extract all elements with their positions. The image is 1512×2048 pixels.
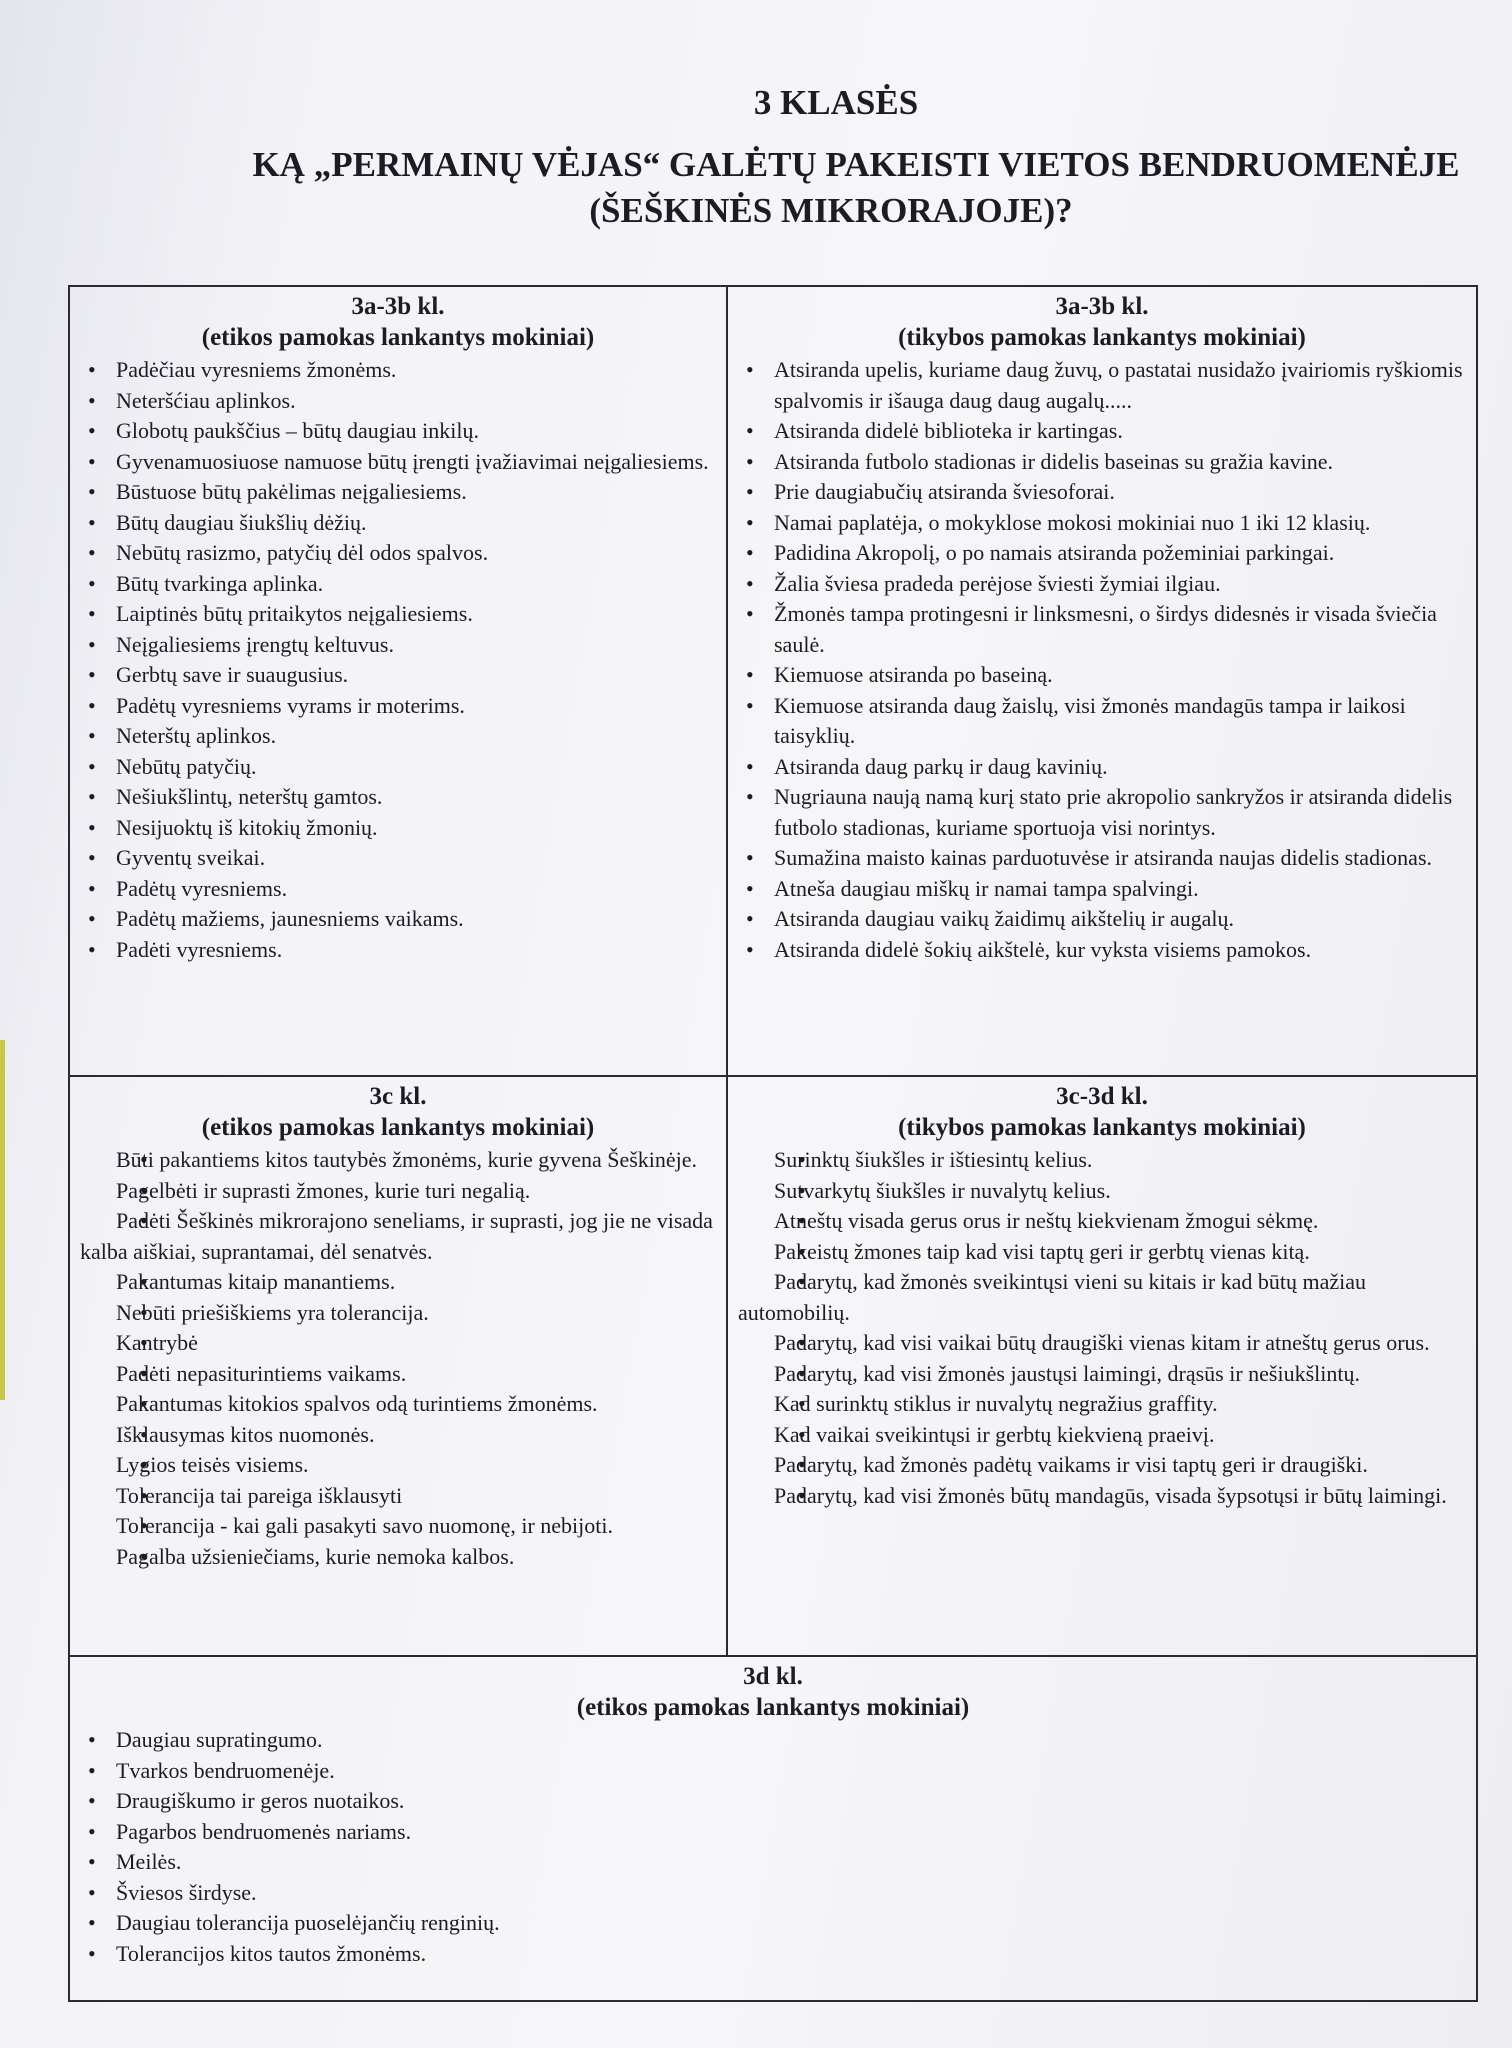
list-item: • Atsiranda futbolo stadionas ir didelis baseinas su gražia kavine.	[738, 447, 1466, 478]
list-item: • Gerbtų save ir suaugusius.	[80, 660, 716, 691]
list-item: • Sutvarkytų šiukšles ir nuvalytų kelius.	[738, 1176, 1466, 1207]
list-item: • Būstuose būtų pakėlimas neįgaliesiems.	[80, 477, 716, 508]
section-subtitle: (etikos pamokas lankantys mokiniai)	[201, 1114, 595, 1141]
section-class: 3c kl.	[369, 1083, 427, 1110]
section-3c-3d-religion	[728, 1077, 1476, 1655]
list-item: • Žalia šviesa pradeda perėjose šviesti žymiai ilgiau.	[738, 569, 1466, 600]
list-item: • Neįgaliesiems įrengtų keltuvus.	[80, 630, 716, 661]
list-item: • Pakantumas kitaip manantiems.	[80, 1267, 716, 1298]
list-item: • Neterštų aplinkos.	[80, 721, 716, 752]
list-item: • Būti pakantiems kitos tautybės žmonėms, kurie gyvena Šeškinėje.	[80, 1145, 716, 1176]
list-item: • Draugiškumo ir geros nuotaikos.	[80, 1786, 1466, 1817]
list-item: • Namai paplatėja, o mokyklose mokosi mokiniai nuo 1 iki 12 klasių.	[738, 508, 1466, 539]
list-item: • Nugriauna naują namą kurį stato prie akropolio sankryžos ir atsiranda didelis futbolo stadionas, kuriame sportuoja visi norintys.	[738, 782, 1466, 843]
page-question: KĄ „PERMAINŲ VĖJAS“ GALĖTŲ PAKEISTI VIETOS BENDRUOMENĖJE	[252, 145, 1460, 184]
list-item: • Gyvenamuosiuose namuose būtų įrengti įvažiavimai neįgaliesiems.	[80, 447, 716, 478]
list-item: • Padėtų mažiems, jaunesniems vaikams.	[80, 904, 716, 935]
list-item: • Tolerancija - kai gali pasakyti savo nuomonę, ir nebijoti.	[80, 1511, 716, 1542]
list-item: • Pagelbėti ir suprasti žmones, kurie turi negalią.	[80, 1176, 716, 1207]
list-item: • Atsiranda daug parkų ir daug kavinių.	[738, 752, 1466, 783]
section-3a-3b-ethics	[70, 287, 728, 1075]
section-subtitle: (etikos pamokas lankantys mokiniai)	[576, 1694, 970, 1721]
list-item: • Tolerancija tai pareiga išklausyti	[80, 1481, 716, 1512]
list-item: • Padėtų vyresniems vyrams ir moterims.	[80, 691, 716, 722]
list-item: • Atsiranda didelė šokių aikštelė, kur vyksta visiems pamokos.	[738, 935, 1466, 966]
list-item: • Meilės.	[80, 1847, 1466, 1878]
list-item: • Surinktų šiukšles ir ištiesintų kelius.	[738, 1145, 1466, 1176]
section-class: 3d kl.	[743, 1663, 803, 1690]
list-item: • Nebūti priešiškiems yra tolerancija.	[80, 1298, 716, 1329]
list-item: • Atsiranda daugiau vaikų žaidimų aikštelių ir augalų.	[738, 904, 1466, 935]
list-item: • Atsiranda upelis, kuriame daug žuvų, o pastatai nusidažo įvairiomis ryškiomis spalvomis ir išauga daug daug augalų.....	[738, 355, 1466, 416]
list-item: • Tvarkos bendruomenėje.	[80, 1756, 1466, 1787]
background-edge	[0, 1040, 5, 1400]
list-item: • Kantrybė	[80, 1328, 716, 1359]
section-subtitle: (tikybos pamokas lankantys mokiniai)	[898, 324, 1306, 351]
list-item: • Nebūtų patyčių.	[80, 752, 716, 783]
section-3d-ethics	[70, 1657, 1476, 2000]
table-row	[70, 1077, 1476, 1657]
list-item: • Nebūtų rasizmo, patyčių dėl odos spalvos.	[80, 538, 716, 569]
list-item: • Padarytų, kad žmonės padėtų vaikams ir visi taptų geri ir draugiški.	[738, 1450, 1466, 1481]
list-item: • Atneša daugiau miškų ir namai tampa spalvingi.	[738, 874, 1466, 905]
item-list	[80, 355, 716, 965]
list-item: • Sumažina maisto kainas parduotuvėse ir atsiranda naujas didelis stadionas.	[738, 843, 1466, 874]
list-item: • Pakantumas kitokios spalvos odą turintiems žmonėms.	[80, 1389, 716, 1420]
item-list	[80, 1725, 1466, 1969]
list-item: • Kad surinktų stiklus ir nuvalytų negražius graffity.	[738, 1389, 1466, 1420]
list-item: • Prie daugiabučių atsiranda šviesoforai.	[738, 477, 1466, 508]
list-item: • Išklausymas kitos nuomonės.	[80, 1420, 716, 1451]
list-item: • Būtų daugiau šiukšlių dėžių.	[80, 508, 716, 539]
page-question-continued: (ŠEŠKINĖS MIKRORAJOJE)?	[589, 191, 1073, 230]
list-item: • Padidina Akropolį, o po namais atsiranda požeminiai parkingai.	[738, 538, 1466, 569]
list-item: • Kad vaikai sveikintųsi ir gerbtų kiekvieną praeivį.	[738, 1420, 1466, 1451]
list-item: • Daugiau supratingumo.	[80, 1725, 1466, 1756]
list-item: • Pagalba užsieniečiams, kurie nemoka kalbos.	[80, 1542, 716, 1573]
table-row	[70, 287, 1476, 1077]
item-list	[80, 1145, 716, 1572]
list-item: • Neteršćiau aplinkos.	[80, 386, 716, 417]
list-item: • Daugiau tolerancija puoselėjančių renginių.	[80, 1908, 1466, 1939]
list-item: • Nesijuoktų iš kitokių žmonių.	[80, 813, 716, 844]
page-header	[0, 80, 1512, 234]
section-class: 3a-3b kl.	[351, 293, 445, 320]
list-item: • Padarytų, kad visi vaikai būtų draugiški vienas kitam ir atneštų gerus orus.	[738, 1328, 1466, 1359]
list-item: • Tolerancijos kitos tautos žmonėms.	[80, 1939, 1466, 1970]
list-item: • Pakeistų žmones taip kad visi taptų geri ir gerbtų vienas kitą.	[738, 1237, 1466, 1268]
item-list	[738, 355, 1466, 965]
list-item: • Nešiukšlintų, neterštų gamtos.	[80, 782, 716, 813]
list-item: • Atsiranda didelė biblioteka ir kartingas.	[738, 416, 1466, 447]
section-3c-ethics	[70, 1077, 728, 1655]
item-list	[738, 1145, 1466, 1511]
list-item: • Žmonės tampa protingesni ir linksmesni, o širdys didesnės ir visada šviečia saulė.	[738, 599, 1466, 660]
section-subtitle: (tikybos pamokas lankantys mokiniai)	[898, 1114, 1306, 1141]
section-3a-3b-religion	[728, 287, 1476, 1075]
list-item: • Padarytų, kad visi žmonės būtų mandagūs, visada šypsotųsi ir būtų laimingi.	[738, 1481, 1466, 1512]
list-item: • Lygios teisės visiems.	[80, 1450, 716, 1481]
section-subtitle: (etikos pamokas lankantys mokiniai)	[201, 324, 595, 351]
list-item: • Globotų paukščius – būtų daugiau inkilų.	[80, 416, 716, 447]
list-item: • Padarytų, kad visi žmonės jaustųsi laimingi, drąsūs ir nešiukšlintų.	[738, 1359, 1466, 1390]
list-item: • Padėti vyresniems.	[80, 935, 716, 966]
table-row	[70, 1657, 1476, 2000]
list-item: • Padėtų vyresniems.	[80, 874, 716, 905]
list-item: • Padėti nepasiturintiems vaikams.	[80, 1359, 716, 1390]
answers-table	[68, 285, 1478, 2002]
list-item: • Padėti Šeškinės mikrorajono seneliams, ir suprasti, jog jie ne visada kalba aiškiai, suprantamai, dėl senatvės.	[80, 1206, 716, 1267]
section-class: 3c-3d kl.	[1056, 1083, 1148, 1110]
list-item: • Pagarbos bendruomenės nariams.	[80, 1817, 1466, 1848]
list-item: • Padėčiau vyresniems žmonėms.	[80, 355, 716, 386]
list-item: • Laiptinės būtų pritaikytos neįgaliesiems.	[80, 599, 716, 630]
section-class: 3a-3b kl.	[1055, 293, 1149, 320]
list-item: • Kiemuose atsiranda po baseiną.	[738, 660, 1466, 691]
list-item: • Kiemuose atsiranda daug žaislų, visi žmonės mandagūs tampa ir laikosi taisyklių.	[738, 691, 1466, 752]
list-item: • Atneštų visada gerus orus ir neštų kiekvienam žmogui sėkmę.	[738, 1206, 1466, 1237]
list-item: • Gyventų sveikai.	[80, 843, 716, 874]
list-item: • Būtų tvarkinga aplinka.	[80, 569, 716, 600]
list-item: • Šviesos širdyse.	[80, 1878, 1466, 1909]
page-title: 3 KLASĖS	[753, 83, 919, 122]
list-item: • Padarytų, kad žmonės sveikintųsi vieni su kitais ir kad būtų mažiau automobilių.	[738, 1267, 1466, 1328]
